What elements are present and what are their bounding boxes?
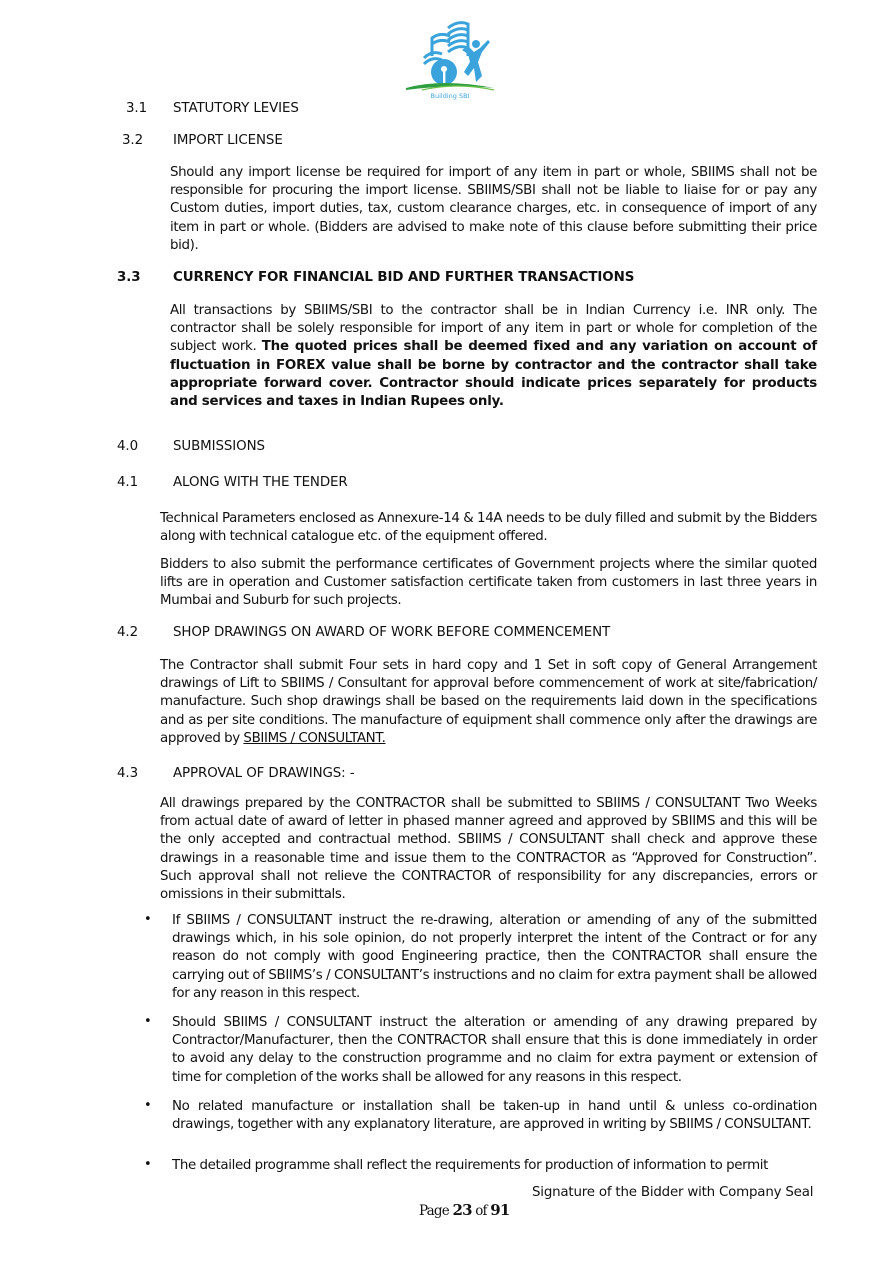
bullet-icon: • [144,1157,152,1172]
bullet-icon: • [144,1014,152,1029]
section-3-2-body: Should any import license be required for import of any item in part or whole, SBIIMS shall not be responsible for procuring the import license. SBIIMS/SBI shall not be liable to liaise for or pay any Custom duties, import duties, tax, custom clearance charges, etc. in consequence of import of any item in part or whole. (Bidders are advised to make note of this clause before submitting their price bid). [170,165,817,253]
sbi-building-logo [402,16,498,100]
page-of: of [471,1203,491,1219]
section-title: ALONG WITH THE TENDER [173,475,348,490]
section-number: 3.3 [117,270,141,285]
section-title: SUBMISSIONS [173,439,265,454]
section-number: 4.3 [117,766,138,781]
section-3-3-body-bold: The quoted prices shall be deemed fixed and any variation on account of fluctuation in FOREX value shall be borne by contractor and the contractor shall take appropriate forward cover. Contractor should indicate prices separately for products and services and taxes in Indian Rupees only. [170,339,817,410]
section-3-3-heading [117,269,717,287]
section-title: CURRENCY FOR FINANCIAL BID AND FURTHER TRANSACTIONS [173,270,635,285]
section-3-2-heading [122,132,522,150]
page-current: 23 [452,1201,472,1219]
section-number: 3.1 [126,101,147,116]
bullet-text: No related manufacture or installation shall be taken-up in hand until & unless co-ordination drawings, together with any explanatory literature, are approved in writing by SBIIMS / CONSULTANT. [172,1099,817,1133]
section-4-1-para-2: Bidders to also submit the performance certificates of Government projects where the similar quoted lifts are in operation and Customer satisfaction certificate taken from customers in last three years in Mumbai and Suburb for such projects. [160,557,817,609]
section-title: STATUTORY LEVIES [173,101,299,116]
section-number: 4.0 [117,439,138,454]
bullet-text: If SBIIMS / CONSULTANT instruct the re-drawing, alteration or amending of any of the submitted drawings which, in his sole opinion, do not properly interpret the intent of the Contract or for any reason do not comply with good Engineering practice, then the CONTRACTOR shall ensure the carrying out of SBIIMS’s / CONSULTANT’s instructions and no claim for extra payment shall be allowed for any reason in this respect. [172,913,817,1001]
bullet-icon: • [144,1098,152,1113]
logo-caption: Building SBI [430,92,470,100]
section-4-2-body [160,657,817,748]
section-4-0-heading [117,438,517,456]
bullet-text: The detailed programme shall reflect the requirements for production of information to permit [172,1158,769,1173]
section-title: IMPORT LICENSE [173,133,283,148]
building-sbi-logo-icon [402,16,498,100]
section-title: SHOP DRAWINGS ON AWARD OF WORK BEFORE COMMENCEMENT [173,625,611,640]
section-4-1-para-1: Technical Parameters enclosed as Annexure-14 & 14A needs to be duly filled and submit by the Bidders along with technical catalogue etc. of the equipment offered. [160,511,817,545]
page-total: 91 [490,1201,510,1219]
page-number [419,1201,510,1219]
signature-line: Signature of the Bidder with Company Seal [532,1185,814,1200]
section-3-3-body [170,302,817,411]
section-title: APPROVAL OF DRAWINGS: - [173,766,355,781]
page-prefix: Page [419,1203,453,1219]
bullet-text: Should SBIIMS / CONSULTANT instruct the alteration or amending of any drawing prepared by Contractor/Manufacturer, then the CONTRACTOR shall ensure that this is done immediately in order to avoid any delay to the construction programme and no claim for extra payment or extension of time for completion of the works shall be allowed for any reasons in this respect. [172,1015,817,1085]
section-3-3-body-plain: All transactions by SBIIMS/SBI to the contractor shall be in Indian Currency i.e. INR only. The contractor shall be solely responsible for import of any item in part or whole for completion of the subject work. [170,303,817,355]
section-4-3-heading [117,765,517,783]
section-3-1-heading [126,100,526,118]
bullet-icon: • [144,912,152,927]
consultant-underlined-text: SBIIMS / CONSULTANT. [243,730,386,746]
section-number: 3.2 [122,133,143,148]
section-4-2-body-text: The Contractor shall submit Four sets in hard copy and 1 Set in soft copy of General Arrangement drawings of Lift to SBIIMS / Consultant for approval before commencement of work at site/fabrication/ manufacture. Such shop drawings shall be based on the requirements laid down in the specifications and as per site conditions. The manufacture of equipment shall commence only after the drawings are approved by [160,658,817,746]
section-number: 4.2 [117,625,138,640]
section-4-3-body: All drawings prepared by the CONTRACTOR shall be submitted to SBIIMS / CONSULTANT Two Weeks from actual date of award of letter in phased manner agreed and approved by SBIIMS and this will be the only accepted and contractual method. SBIIMS / CONSULTANT shall check and approve these drawings in a reasonable time and issue them to the CONTRACTOR as “Approved for Construction”. Such approval shall not relieve the CONTRACTOR of responsibility for any discrepancies, errors or omissions in their submittals. [160,796,817,903]
section-number: 4.1 [117,475,138,490]
section-4-2-heading [117,624,717,642]
section-4-1-heading [117,474,517,492]
